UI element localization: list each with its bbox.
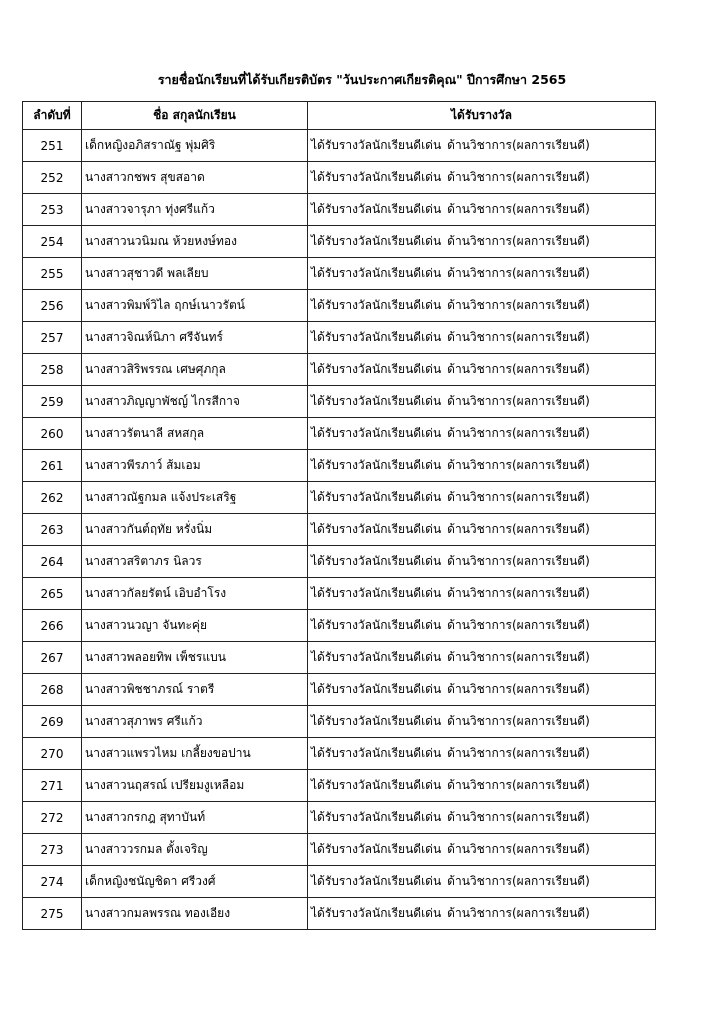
row-number: 275 [23,898,82,930]
row-number: 252 [23,162,82,194]
award-text: ได้รับรางวัลนักเรียนดีเด่น [311,138,442,152]
award-category: ด้านวิชาการ(ผลการเรียนดี) [447,202,590,216]
award-category: ด้านวิชาการ(ผลการเรียนดี) [447,778,590,792]
student-name: นางสาวภิญญาพัชญ์ ไกรสีกาจ [82,386,308,418]
row-number: 251 [23,130,82,162]
award-cell [308,258,656,290]
student-name: นางสาวนวนิมณ ห้วยหงษ์ทอง [82,226,308,258]
award-text: ได้รับรางวัลนักเรียนดีเด่น [311,394,442,408]
row-number: 267 [23,642,82,674]
table-row [23,674,656,706]
table-row [23,258,656,290]
row-number: 271 [23,770,82,802]
row-number: 274 [23,866,82,898]
awards-table [22,101,656,930]
row-number: 259 [23,386,82,418]
table-body [23,130,656,930]
student-name: เด็กหญิงชนัญชิดา ศรีวงศ์ [82,866,308,898]
award-cell [308,898,656,930]
award-text: ได้รับรางวัลนักเรียนดีเด่น [311,874,442,888]
award-cell [308,866,656,898]
student-name: นางสาวกชพร สุขสอาด [82,162,308,194]
award-cell [308,834,656,866]
award-text: ได้รับรางวัลนักเรียนดีเด่น [311,202,442,216]
document-title: รายชื่อนักเรียนที่ได้รับเกียรติบัตร "วันประกาศเกียรติคุณ" ปีการศึกษา 2565 [157,72,567,87]
table-row [23,482,656,514]
award-cell [308,386,656,418]
award-category: ด้านวิชาการ(ผลการเรียนดี) [447,298,590,312]
row-number: 263 [23,514,82,546]
award-text: ได้รับรางวัลนักเรียนดีเด่น [311,586,442,600]
award-text: ได้รับรางวัลนักเรียนดีเด่น [311,426,442,440]
award-category: ด้านวิชาการ(ผลการเรียนดี) [447,266,590,280]
award-category: ด้านวิชาการ(ผลการเรียนดี) [447,490,590,504]
award-cell [308,450,656,482]
award-category: ด้านวิชาการ(ผลการเรียนดี) [447,522,590,536]
table-row [23,322,656,354]
award-text: ได้รับรางวัลนักเรียนดีเด่น [311,618,442,632]
table-row [23,770,656,802]
table-header [23,102,656,130]
header-row [23,102,656,130]
table-row [23,898,656,930]
student-name: นางสาวสริตาภร นิลวร [82,546,308,578]
column-header-award: ได้รับรางวัล [308,102,656,130]
table-row [23,834,656,866]
award-category: ด้านวิชาการ(ผลการเรียนดี) [447,554,590,568]
table-row [23,578,656,610]
award-cell [308,194,656,226]
award-text: ได้รับรางวัลนักเรียนดีเด่น [311,522,442,536]
award-category: ด้านวิชาการ(ผลการเรียนดี) [447,714,590,728]
award-category: ด้านวิชาการ(ผลการเรียนดี) [447,170,590,184]
row-number: 272 [23,802,82,834]
student-name: นางสาวกัลยรัตน์ เอิบอำโรง [82,578,308,610]
award-text: ได้รับรางวัลนักเรียนดีเด่น [311,458,442,472]
student-name: นางสาวกรกฎ สุทาบันท์ [82,802,308,834]
student-name: นางสาวสิริพรรณ เศษศุภกุล [82,354,308,386]
column-header-name: ชื่อ สกุลนักเรียน [82,102,308,130]
table-row [23,290,656,322]
table-row [23,610,656,642]
table-row [23,194,656,226]
table-row [23,514,656,546]
row-number: 269 [23,706,82,738]
award-cell [308,546,656,578]
award-text: ได้รับรางวัลนักเรียนดีเด่น [311,330,442,344]
row-number: 260 [23,418,82,450]
student-name: นางสาววรกมล ตั้งเจริญ [82,834,308,866]
award-cell [308,482,656,514]
award-cell [308,738,656,770]
award-cell [308,642,656,674]
award-cell [308,578,656,610]
award-cell [308,322,656,354]
table-row [23,226,656,258]
award-category: ด้านวิชาการ(ผลการเรียนดี) [447,810,590,824]
row-number: 266 [23,610,82,642]
student-name: นางสาวจารุภา ทุ่งศรีแก้ว [82,194,308,226]
award-text: ได้รับรางวัลนักเรียนดีเด่น [311,778,442,792]
award-cell [308,802,656,834]
row-number: 265 [23,578,82,610]
table-row [23,738,656,770]
table-row [23,642,656,674]
award-category: ด้านวิชาการ(ผลการเรียนดี) [447,650,590,664]
student-name: นางสาวนวญา จันทะคุ่ย [82,610,308,642]
award-text: ได้รับรางวัลนักเรียนดีเด่น [311,714,442,728]
row-number: 256 [23,290,82,322]
award-category: ด้านวิชาการ(ผลการเรียนดี) [447,330,590,344]
table-row [23,162,656,194]
award-cell [308,706,656,738]
award-category: ด้านวิชาการ(ผลการเรียนดี) [447,874,590,888]
award-cell [308,226,656,258]
row-number: 253 [23,194,82,226]
award-text: ได้รับรางวัลนักเรียนดีเด่น [311,298,442,312]
student-name: นางสาวนฤสรณ์ เปรียมงูเหลือม [82,770,308,802]
award-text: ได้รับรางวัลนักเรียนดีเด่น [311,234,442,248]
award-text: ได้รับรางวัลนักเรียนดีเด่น [311,554,442,568]
award-cell [308,162,656,194]
student-name: นางสาวพิมพ์วิไล ฤกษ์เนาวรัตน์ [82,290,308,322]
award-text: ได้รับรางวัลนักเรียนดีเด่น [311,266,442,280]
student-name: นางสาวจิณห์นิภา ศรีจันทร์ [82,322,308,354]
column-header-number: ลำดับที่ [23,102,82,130]
table-row [23,866,656,898]
award-category: ด้านวิชาการ(ผลการเรียนดี) [447,138,590,152]
row-number: 273 [23,834,82,866]
award-cell [308,418,656,450]
row-number: 262 [23,482,82,514]
award-text: ได้รับรางวัลนักเรียนดีเด่น [311,746,442,760]
student-name: นางสาวสุภาพร ศรีแก้ว [82,706,308,738]
award-cell [308,354,656,386]
award-category: ด้านวิชาการ(ผลการเรียนดี) [447,426,590,440]
student-name: นางสาวกันต์ฤทัย หรั่งนิ่ม [82,514,308,546]
award-category: ด้านวิชาการ(ผลการเรียนดี) [447,682,590,696]
student-name: นางสาวกมลพรรณ ทองเอียง [82,898,308,930]
award-category: ด้านวิชาการ(ผลการเรียนดี) [447,394,590,408]
row-number: 270 [23,738,82,770]
award-category: ด้านวิชาการ(ผลการเรียนดี) [447,458,590,472]
award-cell [308,770,656,802]
award-category: ด้านวิชาการ(ผลการเรียนดี) [447,842,590,856]
student-name: นางสาวพิชชาภรณ์ ราตรี [82,674,308,706]
award-cell [308,674,656,706]
award-category: ด้านวิชาการ(ผลการเรียนดี) [447,586,590,600]
student-name: นางสาวแพรวไหม เกลี้ยงขอปาน [82,738,308,770]
table-row [23,802,656,834]
award-cell [308,610,656,642]
row-number: 257 [23,322,82,354]
award-cell [308,130,656,162]
award-text: ได้รับรางวัลนักเรียนดีเด่น [311,170,442,184]
award-text: ได้รับรางวัลนักเรียนดีเด่น [311,682,442,696]
award-category: ด้านวิชาการ(ผลการเรียนดี) [447,362,590,376]
award-text: ได้รับรางวัลนักเรียนดีเด่น [311,650,442,664]
table-row [23,546,656,578]
award-category: ด้านวิชาการ(ผลการเรียนดี) [447,618,590,632]
award-text: ได้รับรางวัลนักเรียนดีเด่น [311,362,442,376]
row-number: 255 [23,258,82,290]
student-name: นางสาวพีรภาว์ ส้มเอม [82,450,308,482]
student-name: นางสาวณัฐกมล แจ้งประเสริฐ [82,482,308,514]
table-row [23,354,656,386]
student-name: นางสาวรัตนาลี สหสกุล [82,418,308,450]
table-row [23,450,656,482]
award-text: ได้รับรางวัลนักเรียนดีเด่น [311,906,442,920]
table-row [23,706,656,738]
award-category: ด้านวิชาการ(ผลการเรียนดี) [447,746,590,760]
award-category: ด้านวิชาการ(ผลการเรียนดี) [447,906,590,920]
row-number: 264 [23,546,82,578]
award-text: ได้รับรางวัลนักเรียนดีเด่น [311,810,442,824]
award-cell [308,290,656,322]
student-name: นางสาวสุชาวดี พลเลียบ [82,258,308,290]
row-number: 261 [23,450,82,482]
student-name: เด็กหญิงอภิสราณัฐ พุ่มศิริ [82,130,308,162]
row-number: 254 [23,226,82,258]
row-number: 258 [23,354,82,386]
table-row [23,386,656,418]
award-text: ได้รับรางวัลนักเรียนดีเด่น [311,490,442,504]
award-category: ด้านวิชาการ(ผลการเรียนดี) [447,234,590,248]
award-text: ได้รับรางวัลนักเรียนดีเด่น [311,842,442,856]
table-row [23,130,656,162]
table-row [23,418,656,450]
row-number: 268 [23,674,82,706]
award-cell [308,514,656,546]
student-name: นางสาวพลอยทิพ เพ็ชรแบน [82,642,308,674]
